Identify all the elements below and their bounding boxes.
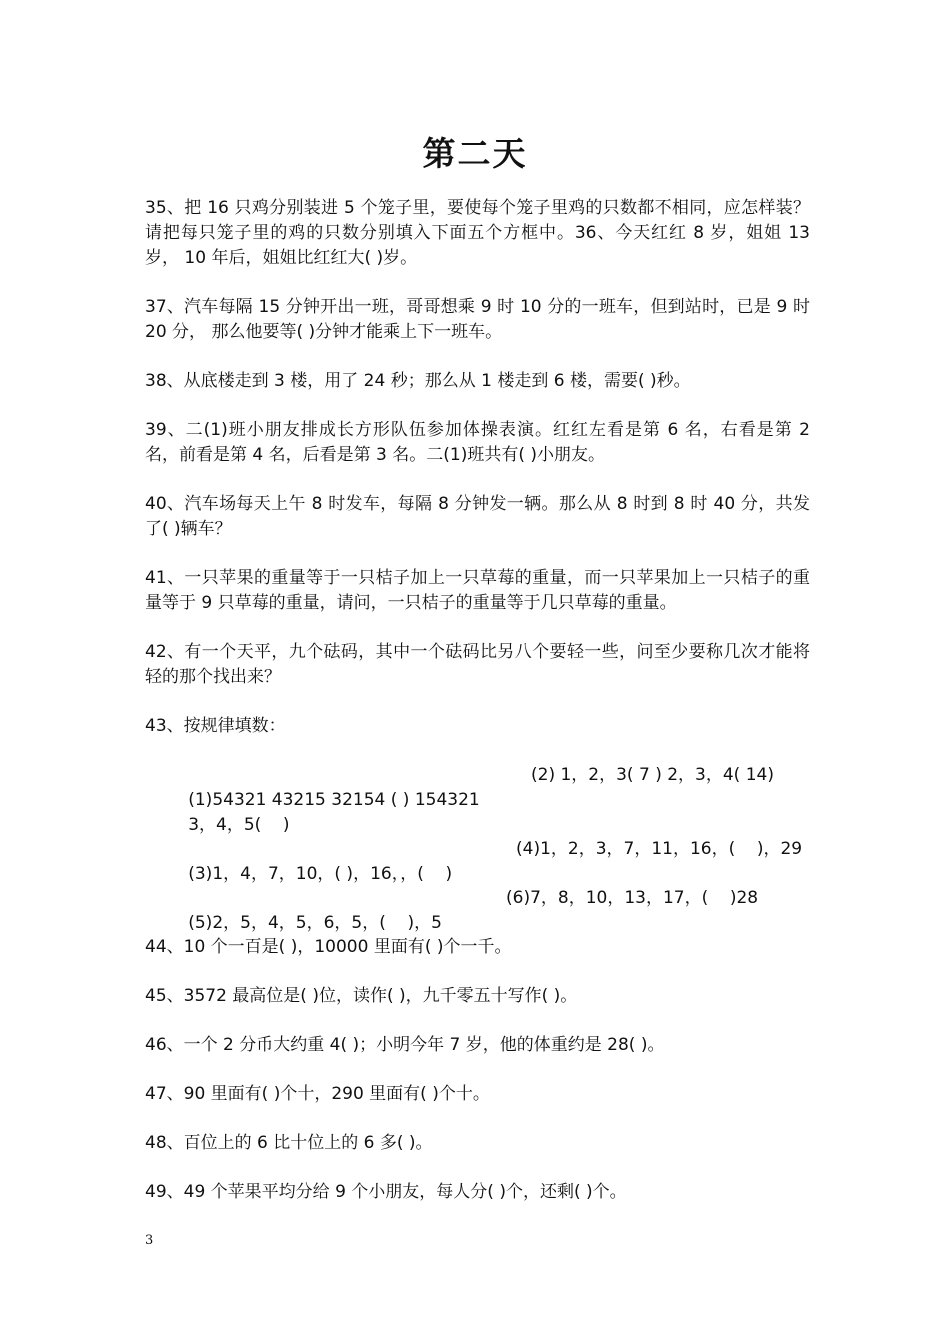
question-43: 43、按规律填数： [145,716,286,736]
question-42: 42、有一个天平，九个砝码，其中一个砝码比另八个要轻一些，问至少要称几次才能将轻的那个找出来？ [145,642,810,687]
question-45: 45、3572 最高位是( )位，读作( )，九千零五十写作( )。 [145,986,578,1006]
question-39: 39、二(1)班小朋友排成长方形队伍参加体操表演。红红左看是第 6 名，右看是第 2 名，前看是第 4 名，后看是第 3 名。二(1)班共有( )小朋友。 [145,420,810,465]
question-35-36: 35、把 16 只鸡分别装进 5 个笼子里，要使每个笼子里鸡的只数都不相同，应怎样装？请把每只笼子里的鸡的只数分别填入下面五个方框中。36、今天红红 8 岁，姐姐 13 岁， 10 年后，姐姐比红红大( )岁。 [145,198,810,268]
question-46: 46、一个 2 分币大约重 4( )；小明今年 7 岁，他的体重约是 28( )。 [145,1035,665,1055]
question-38: 38、从底楼走到 3 楼，用了 24 秒；那么从 1 楼走到 6 楼，需要( )秒。 [145,371,691,391]
question-49: 49、49 个苹果平均分给 9 个小朋友，每人分( )个，还剩( )个。 [145,1182,627,1202]
question-41: 41、一只苹果的重量等于一只桔子加上一只草莓的重量，而一只苹果加上一只桔子的重量等于 9 只草莓的重量，请问，一只桔子的重量等于几只草莓的重量。 [145,568,810,613]
sequence-row-3 [145,886,810,933]
page-title: 第二天 [422,134,528,173]
question-48: 48、百位上的 6 比十位上的 6 多( )。 [145,1133,433,1153]
question-44: 44、10 个一百是( )，10000 里面有( )个一千。 [145,937,512,957]
page-number: 3 [145,1233,154,1248]
sequence-4: (4)1，2，3，7，11，16，( )，29 [516,839,803,859]
sequence-2: (2) 1，2，3( 7 ) 2，3，4( 14) [531,765,774,785]
question-37: 37、汽车每隔 15 分钟开出一班，哥哥想乘 9 时 10 分的一班车，但到站时，已是 9 时 20 分， 那么他要等( )分钟才能乘上下一班车。 [145,297,810,342]
sequence-2-continued: 3，4，5( ) [188,815,290,835]
question-47: 47、90 里面有( )个十，290 里面有( )个十。 [145,1084,490,1104]
sequence-row-2 [145,837,810,884]
sequence-5: (5)2，5，4，5，6，5，( )，5 [188,913,442,933]
question-40: 40、汽车场每天上午 8 时发车，每隔 8 分钟发一辆。那么从 8 时到 8 时 40 分，共发了( )辆车？ [145,494,810,539]
sequence-1: (1)54321 43215 32154 ( ) 154321 [188,790,480,810]
sequence-3: (3)1，4，7，10，( )，16，，( ) [188,864,453,884]
sequence-6: (6)7，8，10，13，17，( )28 [506,888,759,908]
question-list [145,196,810,1229]
sequence-row-1 [145,763,810,835]
